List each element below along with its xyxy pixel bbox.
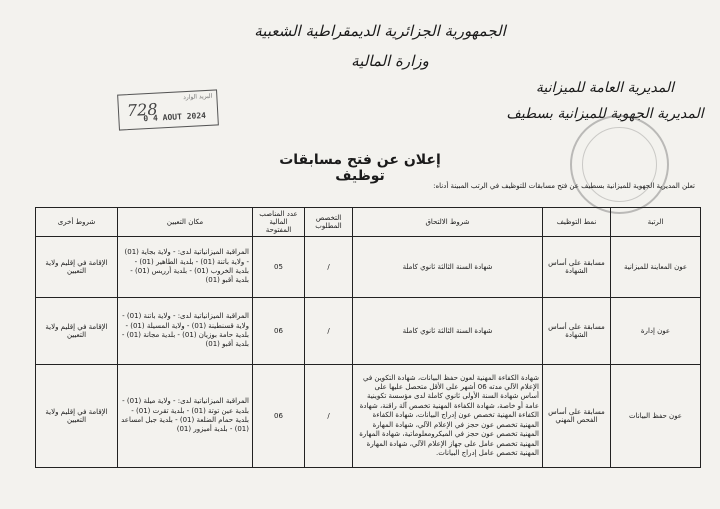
header-specialty: التخصص المطلوب [305,208,353,237]
official-seal [570,115,669,214]
header-other: شروط أخرى [36,208,118,237]
cell-conditions: شهادة السنة الثالثة ثانوي كاملة [353,237,543,298]
cell-mode: مسابقة على أساس الشهادة [543,298,611,365]
cell-specialty: / [305,365,353,468]
stamp-top-text: البريد الوارد [183,92,213,102]
cell-positions: 06 [253,298,305,365]
table-row [36,237,701,298]
header-conditions: شروط الالتحاق [353,208,543,237]
received-date-stamp [117,89,219,130]
cell-specialty: / [305,298,353,365]
cell-positions: 06 [253,365,305,468]
cell-specialty: / [305,237,353,298]
announcement-intro: تعلن المديرية الجهوية للميزانية بسطيف عن فتح مسابقات للتوظيف في الرتب المبينة أدناه: [433,182,695,190]
header-rank: الرتبة [611,208,701,237]
cell-rank: عون إدارة [611,298,701,365]
cell-other: الإقامة في إقليم ولاية التعيين [36,365,118,468]
cell-location: المراقبة الميزانياتية لدى: - ولاية ميلة (01) - بلدية عين توتة (01) - بلدية تقرت (01) - بلدية حمام الضلعة (01) - بلدية جبل امساعد (01) - بلدية أميزور (01) [118,365,253,468]
cell-other: الإقامة في إقليم ولاية التعيين [36,237,118,298]
cell-mode: مسابقة على أساس الشهادة [543,237,611,298]
recruitment-table [35,207,701,468]
ministry-header: وزارة المالية [351,52,429,70]
header-location: مكان التعيين [118,208,253,237]
regional-directorate-header: المديرية الجهوية للميزانية بسطيف [506,106,704,122]
directorate-general-header: المديرية العامة للميزانية [535,80,675,96]
cell-conditions: شهادة السنة الثالثة ثانوي كاملة [353,298,543,365]
table-header-row [36,208,701,237]
header-mode: نمط التوظيف [543,208,611,237]
cell-location: المراقبة الميزانياتية لدى: - ولاية باتنة (01) - ولاية قسنطينة (01) - ولاية المسيلة (01) - بلدية حامة بوزيان (01) - بلدية مجانة (01) - بلدية أقبو (01) [118,298,253,365]
cell-mode: مسابقة على أساس الفحص المهني [543,365,611,468]
cell-other: الإقامة في إقليم ولاية التعيين [36,298,118,365]
republic-header: الجمهورية الجزائرية الديمقراطية الشعبية [254,22,506,40]
header-positions: عدد المناصب المالية المفتوحة [253,208,305,237]
cell-location: المراقبة الميزانياتية لدى: - ولاية بجاية (01) - ولاية باتنة (01) - بلدية الطاهير (01) - بلدية الخروب (01) - بلدية أرريس (01) - بلدية أقبو (01) [118,237,253,298]
announcement-title: إعلان عن فتح مسابقات توظيف [279,152,441,184]
cell-conditions: شهادة الكفاءة المهنية لعون حفظ البيانات، شهادة التكوين في الإعلام الآلي مدته 06 أشهر على الأقل متحصل عليها على أساس شهادة السنة الأولى ثانوي كاملة لدى مؤسسة تكوينية عامة أو خاصة، شهادة الكفاءة المهنية تخصص آلة راقنة، شهادة الكفاءة المهنية تخصص عون إدراج البيانات، شهادة الكفاءة المهنية تخصص عون حجز في الإعلام الآلي، شهادة المهارة المهنية تخصص عون حجز في الميكرومعلوماتية، شهادة المهارة المهنية تخصص عامل على جهاز الإعلام الآلي، شهادة المهارة المهنية تخصص عامل إدراج البيانات. [353,365,543,468]
cell-positions: 05 [253,237,305,298]
cell-rank: عون المعاينة للميزانية [611,237,701,298]
table-row [36,298,701,365]
table-row [36,365,701,468]
stamp-number: 728 [126,99,158,121]
stamp-date: 0 4 AOUT 2024 [143,111,207,124]
cell-rank: عون حفظ البيانات [611,365,701,468]
